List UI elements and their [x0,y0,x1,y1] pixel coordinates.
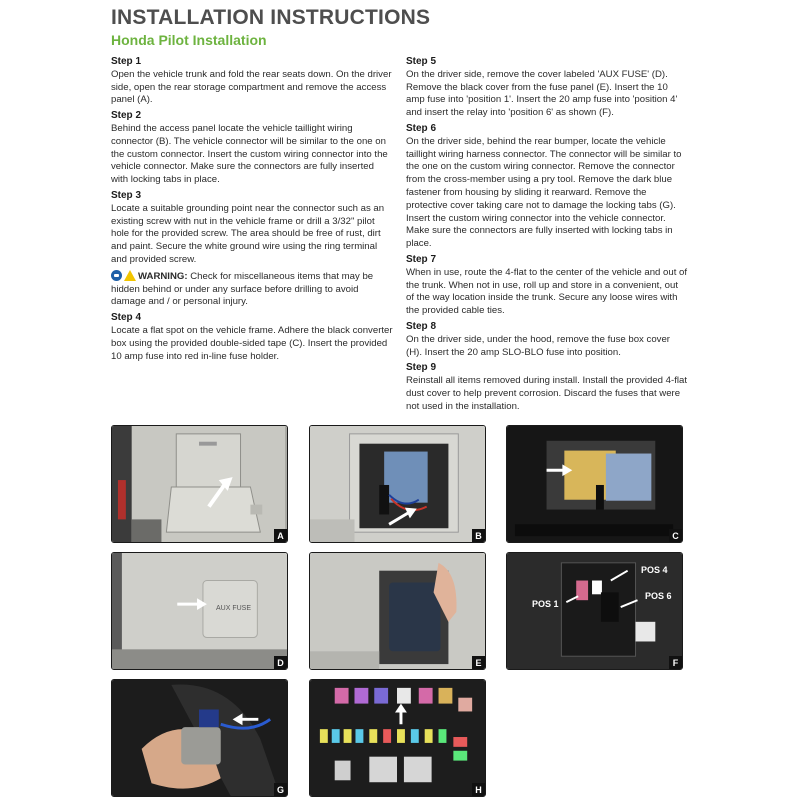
photo-e-fuse-panel-cover [309,552,486,670]
step-6-heading: Step 6 [406,122,437,134]
photo-h-under-hood-fuse-box [309,679,486,797]
photo-e-image [310,553,485,669]
page-title: INSTALLATION INSTRUCTIONS [111,6,431,29]
photo-a-letter: A [274,529,287,542]
step-4-text: Locate a flat spot on the vehicle frame. Adhere the black converter box using the provided double-sided tape (C). Insert the provided 10 amp fuse into red in-line fuse holder. [111,324,393,362]
step-7-heading: Step 7 [406,253,437,265]
step-9-heading: Step 9 [406,362,437,374]
step-4-heading: Step 4 [111,312,142,324]
pos-4-label: POS 4 [641,565,668,575]
photo-g-harness-connector [111,679,288,797]
photo-f-letter: F [669,656,682,669]
warning-text: Check for miscellaneous items that may be hidden behind or under any surface before drilling to avoid damage and / or personal injury. [111,270,374,308]
photo-a-access-panel [111,425,288,543]
step-3-text: Locate a suitable grounding point near the connector such as an existing screw with nut in the vehicle frame or drill a 3/32" pilot hole for the provided screw. The area should be free of rust, dirt and paint. Secure the white ground wire using the ring terminal and provided screw. [111,202,385,265]
step-8-text: On the driver side, under the hood, remove the fuse box cover (H). Insert the 20 amp SLO-BLO fuse into position. [406,333,670,358]
photo-d-image [112,553,287,669]
photo-e-letter: E [472,656,485,669]
info-icon [111,270,122,281]
photo-b-wiring-connector [309,425,486,543]
photo-c-image [507,426,682,542]
step-9-text: Reinstall all items removed during install. Install the provided 4-flat dust cover to help prevent corrosion. Discard the fuses that were not used in the installation. [406,375,688,412]
photo-h-letter: H [472,783,485,796]
photo-f-fuse-positions [506,552,683,670]
step-5-text: On the driver side, remove the cover labeled 'AUX FUSE' (D). Remove the black cover from the fuse panel (E). Insert the 10 amp fuse into 'position 1'. Insert the 20 amp fuse into 'position 4' and insert the relay into 'position 6' as shown (F). [406,68,678,119]
step-8-heading: Step 8 [406,320,437,332]
photo-h-image [310,680,485,796]
step-7-text: When in use, route the 4-flat to the center of the vehicle and out of the trunk. When not in use, roll up and store in a convenient, out of the way location inside the trunk. Secure any loose wires with the provided cable ties. [406,266,688,317]
step-6-text: On the driver side, behind the rear bumper, locate the vehicle taillight wiring harness connector. The connector will be similar to the one on the custom wiring connector. Remove the connector from the cross-member using a pry tool. Remove the dark blue fastener from housing by sliding it rearward. Remove the protective cover taking care not to damage the locking tabs (G). Insert the custom wiring connector into the vehicle connector. Make sure the connectors are fully inserted with locking tabs in place. [406,135,682,250]
pos-1-label: POS 1 [532,599,559,609]
step-3-heading: Step 3 [111,189,142,201]
step-5-heading: Step 5 [406,56,437,67]
pos-6-label: POS 6 [645,591,672,601]
warning-note [111,270,393,309]
page-subtitle: Honda Pilot Installation [111,32,267,48]
photo-d-letter: D [274,656,287,669]
photo-b-image [310,426,485,542]
photo-c-letter: C [669,529,682,542]
step-1-heading: Step 1 [111,56,142,67]
instructions-left-column [111,53,393,365]
photo-a-image [112,426,287,542]
photo-g-image [112,680,287,796]
step-2-heading: Step 2 [111,110,142,122]
photo-d-aux-fuse-cover [111,552,288,670]
photo-g-letter: G [274,783,287,796]
warning-triangle-icon [124,270,136,281]
warning-label: WARNING: [138,270,188,282]
step-1-text: Open the vehicle trunk and fold the rear seats down. On the driver side, open the rear storage compartment and remove the access panel (A). [111,68,392,106]
photo-c-converter-box [506,425,683,543]
aux-fuse-label: AUX FUSE [216,605,252,612]
photo-b-letter: B [472,529,485,542]
instructions-right-column [406,53,688,416]
step-2-text: Behind the access panel locate the vehicle taillight wiring connector (B). The vehicle connector will be similar to the one on the custom connector. Insert the custom wiring connector into the vehicle connector. Make sure the connectors are fully inserted with locking tabs in place. [111,122,388,186]
